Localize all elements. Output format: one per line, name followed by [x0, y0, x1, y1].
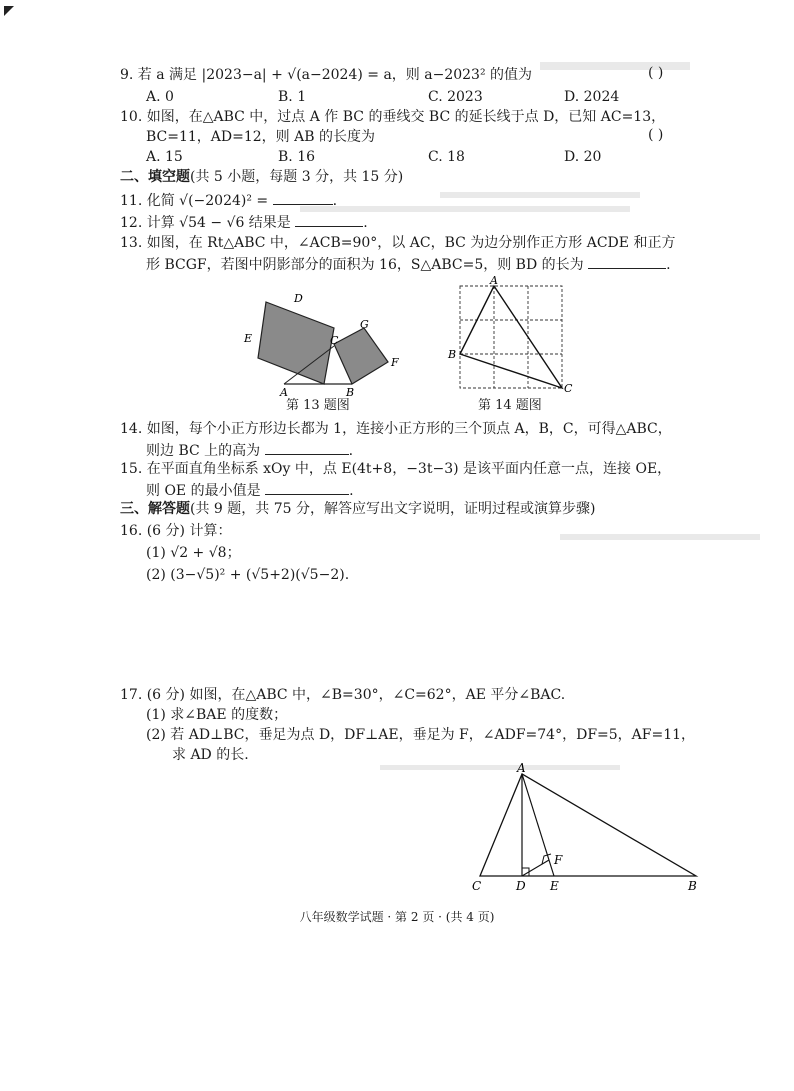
period: . [348, 443, 354, 459]
figure-13-caption: 第 13 题图 [286, 398, 350, 413]
label-c: C [564, 382, 573, 395]
period: . [666, 257, 671, 273]
answer-blank[interactable] [273, 190, 333, 205]
option-b: B. 1 [278, 89, 307, 105]
label-a: A [517, 761, 526, 775]
question-17-part-2-cont: 求 AD 的长. [172, 747, 249, 763]
answer-blank[interactable] [265, 480, 349, 495]
option-c: C. 2023 [428, 89, 483, 105]
question-16: 16. (6 分) 计算： [120, 523, 232, 539]
label-e: E [244, 332, 253, 345]
question-17-part-2: (2) 若 AD⊥BC，垂足为点 D，DF⊥AE，垂足为 F，∠ADF=74°，DF=5，AF=11， [146, 727, 696, 743]
period: . [349, 483, 354, 499]
label-d: D [294, 292, 303, 305]
bleed-through [540, 62, 690, 70]
bleed-through [560, 534, 760, 540]
question-13: 13. 如图，在 Rt△ABC 中，∠ACB=90°，以 AC，BC 为边分别作正方形 ACDE 和正方 [120, 235, 676, 251]
label-a: A [490, 276, 498, 287]
option-d: D. 20 [564, 149, 602, 165]
answer-paren: ( ) [648, 127, 664, 143]
question-14-cont [146, 440, 353, 460]
section-2-heading [120, 168, 403, 186]
label-d: D [516, 879, 526, 892]
label-f: F [554, 853, 563, 867]
question-16-part-1: (1) √2 + √8； [146, 545, 241, 561]
corner-mark [4, 6, 14, 16]
answer-blank[interactable] [295, 212, 363, 227]
section-3-heading [120, 500, 595, 518]
question-13-text: 形 BCGF，若图中阴影部分的面积为 16，S△ABC=5，则 BD 的长为 [146, 257, 584, 273]
question-9: 9. 若 a 满足 |2023−a| + √(a−2024) = a，则 a−2023² 的值为 [120, 67, 533, 83]
question-16-part-2: (2) (3−√5)² + (√5+2)(√5−2). [146, 567, 350, 583]
question-11 [120, 190, 337, 210]
label-g: G [360, 318, 369, 331]
question-10: 10. 如图，在△ABC 中，过点 A 作 BC 的垂线交 BC 的延长线于点 D，已知 AC=13， [120, 109, 666, 125]
question-11-text: 11. 化简 √(−2024)² = [120, 193, 269, 209]
question-14: 14. 如图，每个小正方形边长都为 1，连接小正方形的三个顶点 A，B，C，可得△ABC， [120, 421, 672, 437]
question-13-cont [146, 254, 671, 274]
label-f: F [391, 356, 399, 369]
answer-blank[interactable] [588, 254, 666, 269]
label-c: C [330, 334, 339, 347]
triangle-abc [480, 774, 696, 876]
option-a: A. 15 [146, 149, 183, 165]
label-a: A [280, 386, 288, 398]
bleed-through [440, 192, 640, 198]
label-b: B [688, 879, 697, 892]
label-b: B [346, 386, 355, 398]
question-17: 17. (6 分) 如图，在△ABC 中，∠B=30°，∠C=62°，AE 平分∠BAC. [120, 687, 566, 703]
question-12-text: 12. 计算 √54 − √6 结果是 [120, 215, 291, 231]
page-footer: 八年级数学试题 · 第 2 页 · (共 4 页) [299, 910, 495, 924]
answer-blank[interactable] [265, 440, 349, 455]
option-d: D. 2024 [564, 89, 620, 105]
question-15: 15. 在平面直角坐标系 xOy 中，点 E(4t+8，−3t−3) 是该平面内任意一点，连接 OE， [120, 461, 672, 477]
triangle-abc [460, 286, 562, 388]
question-12 [120, 212, 368, 232]
option-c: C. 18 [428, 149, 465, 165]
section-3-title: 三、解答题 [120, 501, 190, 517]
question-15-cont [146, 480, 354, 500]
question-10-cont: BC=11，AD=12，则 AB 的长度为 [146, 129, 375, 145]
section-2-desc: (共 5 小题，每题 3 分，共 15 分) [190, 169, 404, 185]
question-14-text: 则边 BC 上的高为 [146, 443, 261, 459]
square-bcgf [334, 328, 388, 384]
square-acde [258, 302, 334, 384]
option-a: A. 0 [146, 89, 174, 105]
label-e: E [550, 879, 559, 892]
answer-paren: ( ) [648, 65, 664, 81]
figure-14-caption: 第 14 题图 [478, 398, 542, 413]
section-2-title: 二、填空题 [120, 169, 190, 185]
option-b: B. 16 [278, 149, 316, 165]
figure-14 [446, 276, 576, 396]
question-17-part-1: (1) 求∠BAE 的度数； [146, 707, 288, 723]
grid-lines [460, 286, 562, 388]
period: . [332, 193, 338, 209]
question-15-text: 则 OE 的最小值是 [146, 483, 261, 499]
figure-13 [236, 286, 416, 398]
label-b: B [448, 348, 457, 361]
section-3-desc: (共 9 题，共 75 分，解答应写出文字说明，证明过程或演算步骤) [190, 501, 596, 517]
label-c: C [472, 879, 482, 892]
figure-17 [466, 760, 706, 892]
period: . [363, 215, 368, 231]
